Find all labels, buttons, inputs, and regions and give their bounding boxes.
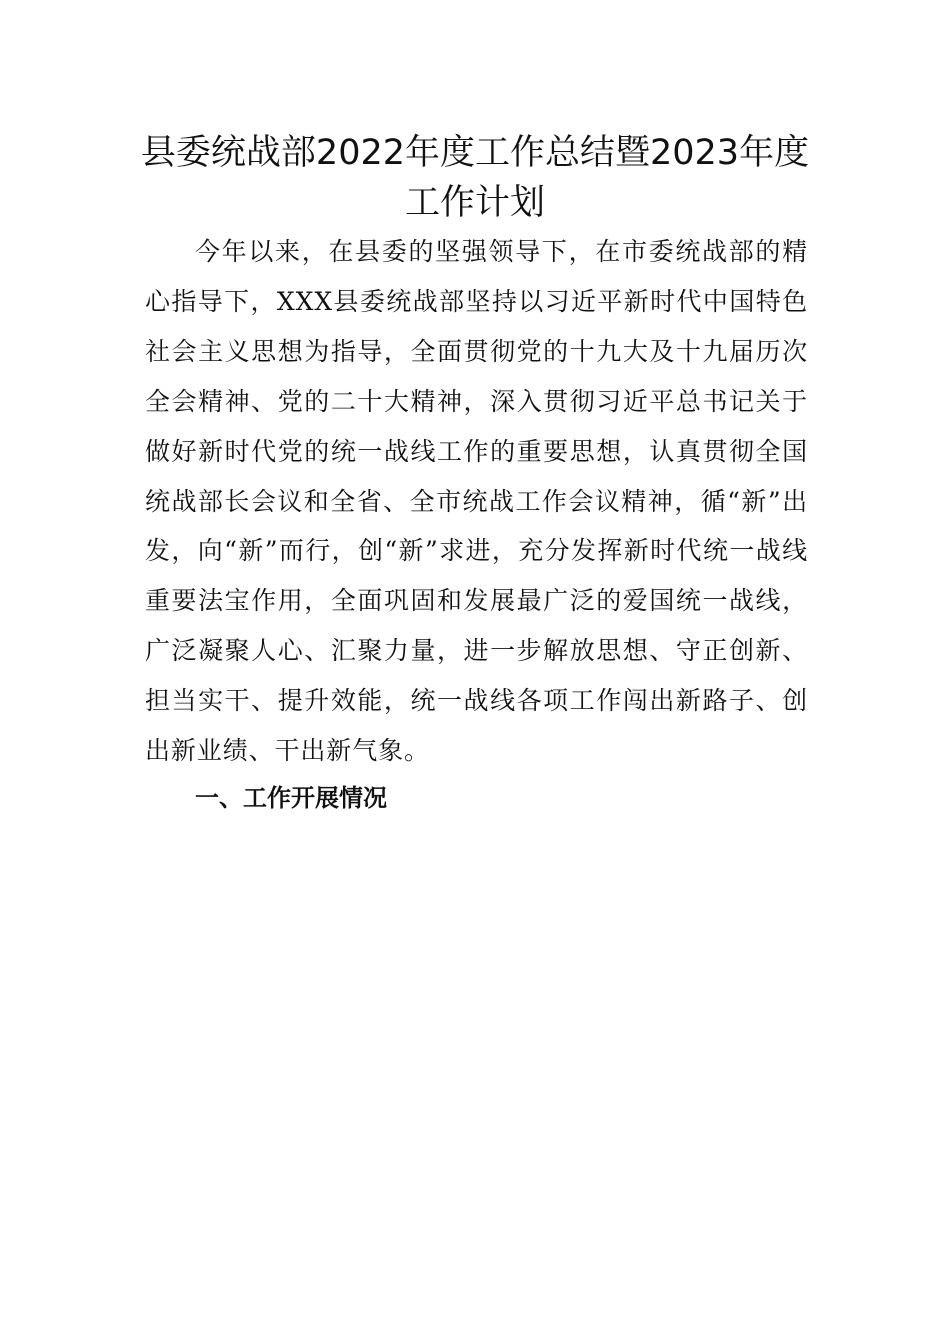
document-title xyxy=(100,128,850,228)
intro-paragraph: 今年以来，在县委的坚强领导下，在市委统战部的精心指导下，XXX县委统战部坚持以习近平新时代中国特色社会主义思想为指导，全面贯彻党的十九大及十九届历次全会精神、党的二十大精神，深入贯彻习近平总书记关于做好新时代党的统一战线工作的重要思想，认真贯彻全国统战部长会议和全省、全市统战工作会议精神，循“新”出发，向“新”而行，创“新”求进，充分发挥新时代统一战线重要法宝作用，全面巩固和发展最广泛的爱国统一战线，广泛凝聚人心、汇聚力量，进一步解放思想、守正创新、担当实干、提升效能，统一战线各项工作闯出新路子、创出新业绩、干出新气象。 xyxy=(145,237,808,766)
title-line-2: 工作计划 xyxy=(404,183,545,223)
title-line-1: 县委统战部2022年度工作总结暨2023年度 xyxy=(140,133,810,173)
section-heading-work-progress: 一、工作开展情况 xyxy=(195,784,387,812)
